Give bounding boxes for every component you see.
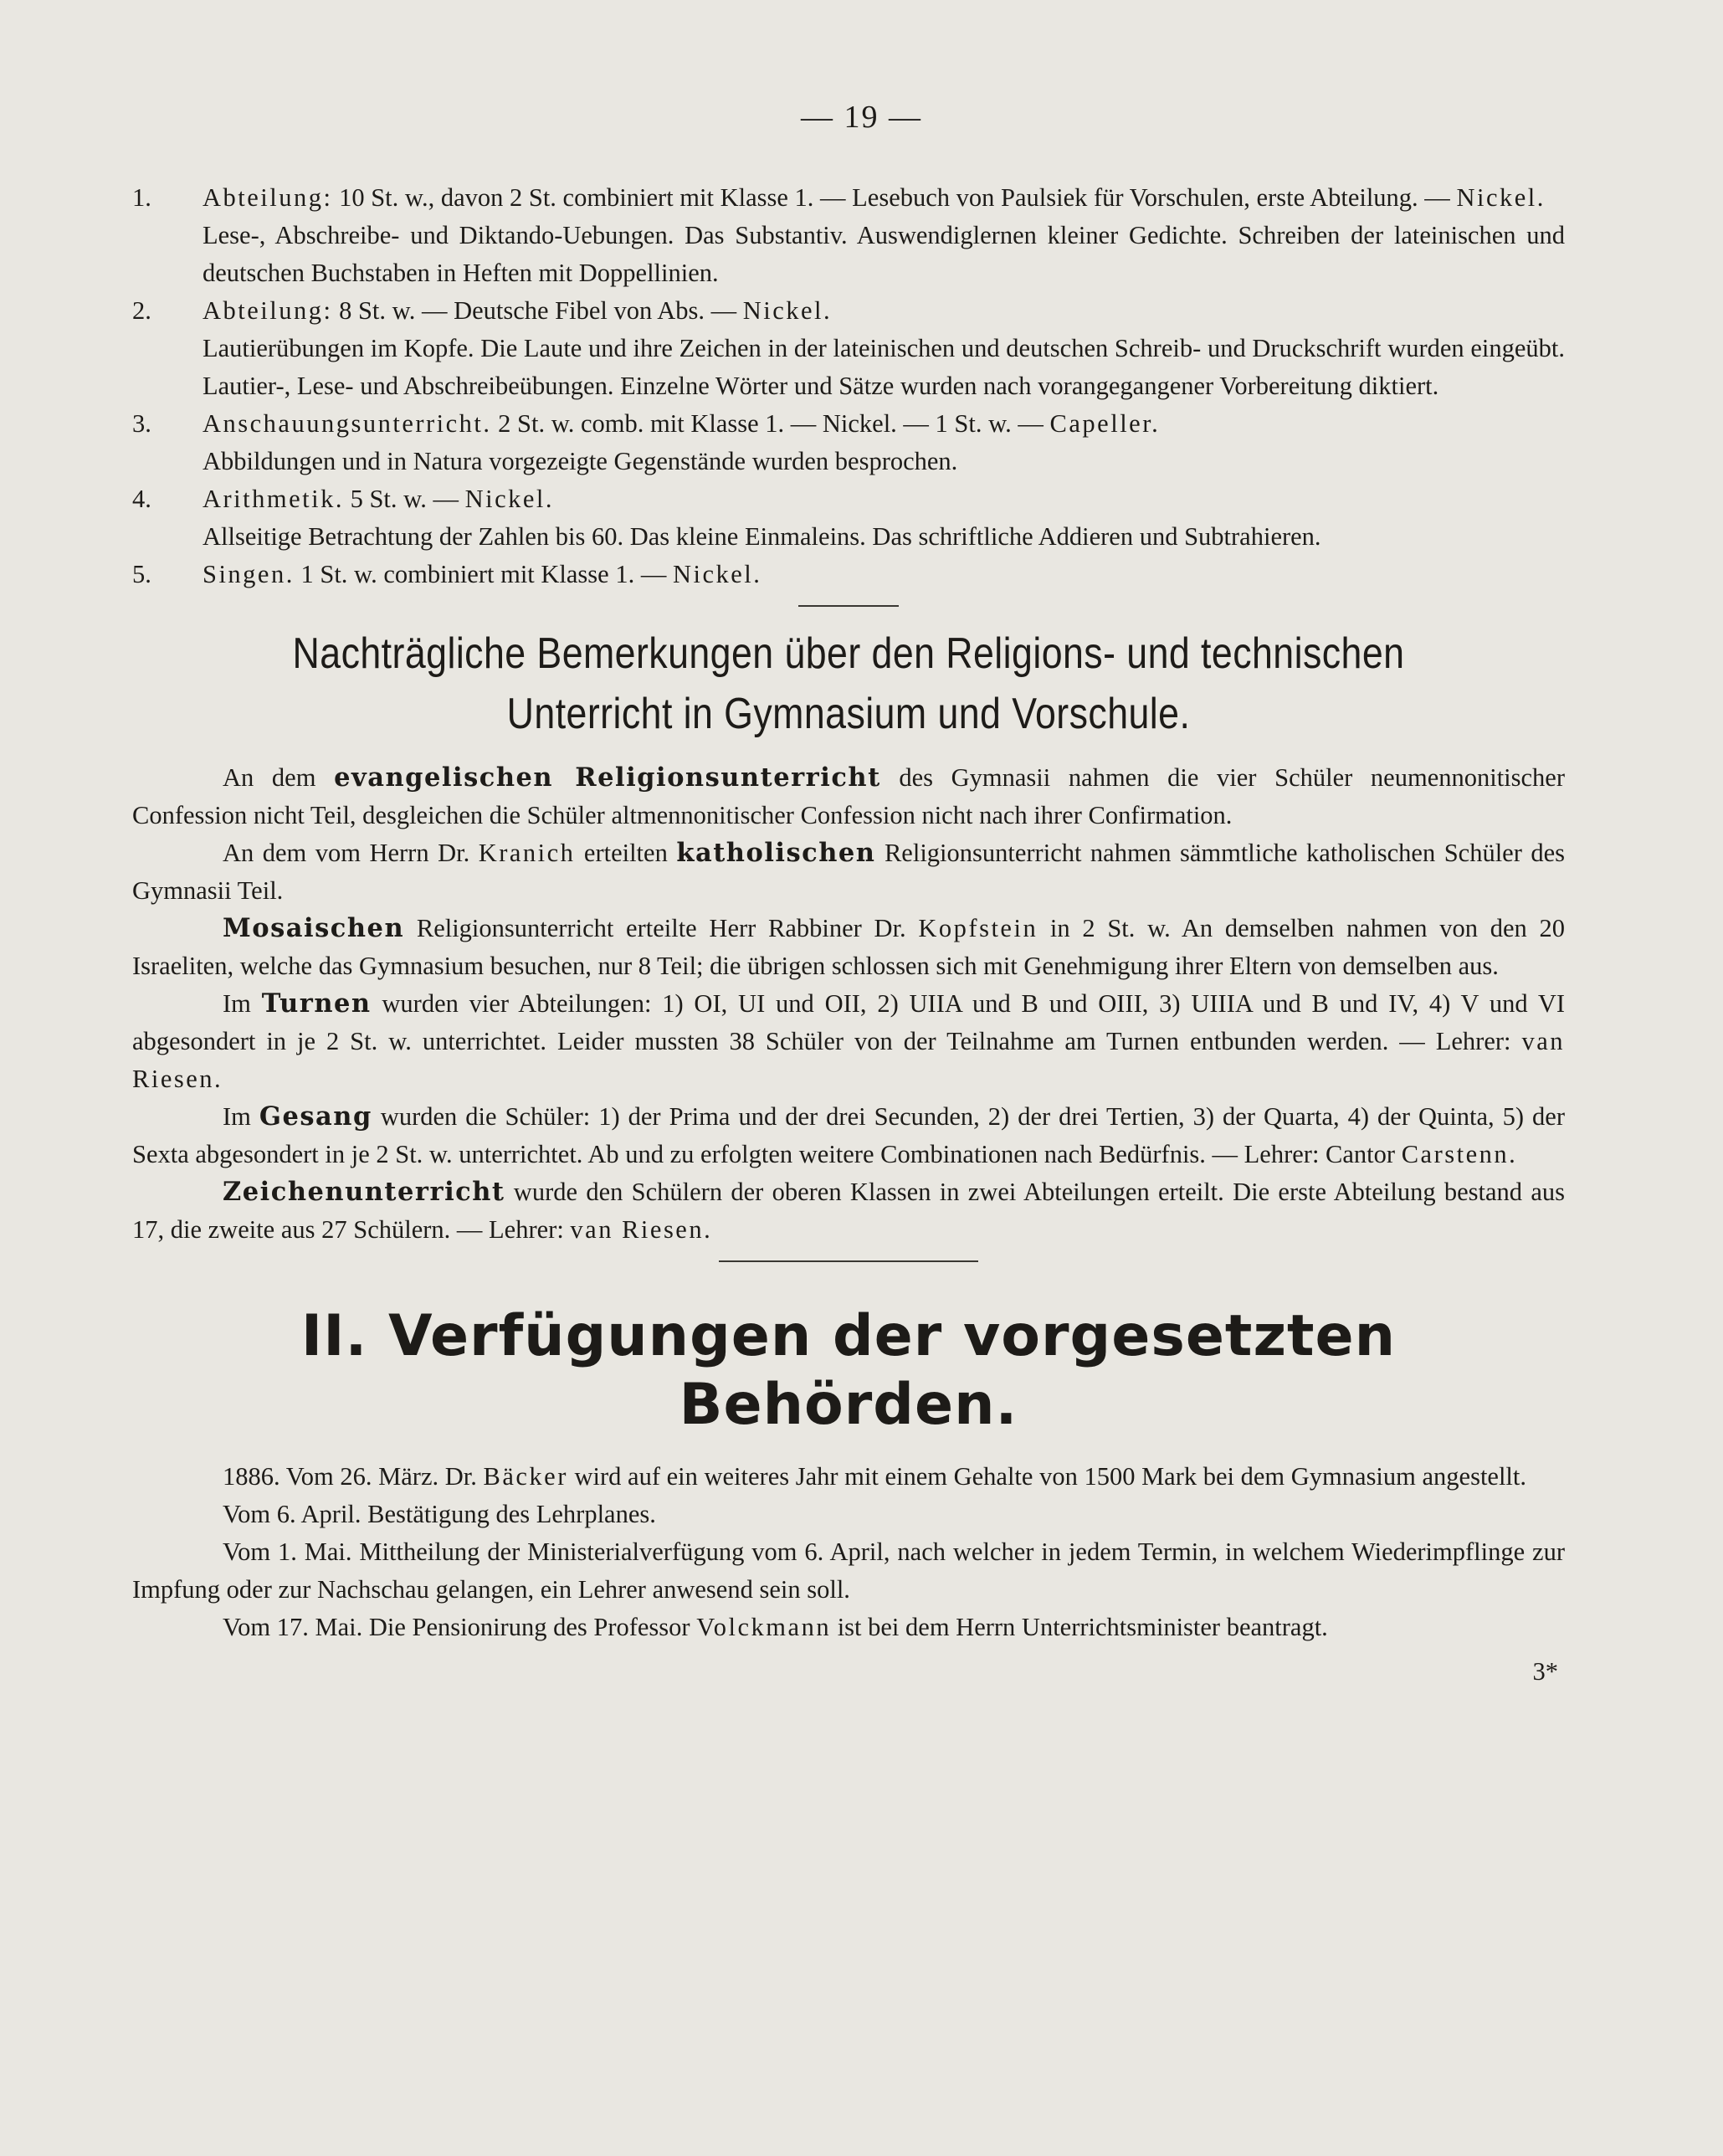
decree-item: Vom 1. Mai. Mittheilung der Ministerialverfügung vom 6. April, nach welcher in jedem Termin, in welchem Wiederimpflinge zur Impfung oder zur Nachschau gelangen, ein Lehrer anwesend sein soll. bbox=[132, 1537, 1565, 1604]
list-item: 5. Singen. 1 St. w. combiniert mit Klasse 1. — Nickel. bbox=[132, 560, 762, 588]
paragraph-mosaic: Mosaischen Religionsunterricht erteilte Herr Rabbiner Dr. Kopfstein in 2 St. w. An demselben nahmen von den 20 Israeliten, welche das Gymnasium besuchen, nur 8 Teil; die übrigen schlossen sich mit Genehmigung ihrer Eltern von demselben aus. bbox=[132, 913, 1565, 980]
paragraph-evangelical: An dem evangelischen Religionsunterricht des Gymnasii nahmen die vier Schüler neumennonitischer Confession nicht Teil, desgleichen die Schüler altmennonitischer Confession nicht nach ihrer Confirmation. bbox=[132, 762, 1566, 829]
list-item-description: Allseitige Betrachtung der Zahlen bis 60. Das kleine Einmaleins. Das schriftliche Addieren und Subtrahieren. bbox=[203, 522, 1321, 551]
list-item: 2. Abteilung: 8 St. w. — Deutsche Fibel von Abs. — Nickel. bbox=[132, 296, 833, 325]
main-heading: II. Verfügungen der vorgesetzten Behörden. bbox=[300, 1303, 1397, 1438]
decree-item: Vom 6. April. Bestätigung des Lehrplanes. bbox=[223, 1500, 656, 1528]
section-heading: Nachträgliche Bemerkungen über den Religions- und technischen Unterricht in Gymnasium und Vorschule. bbox=[292, 629, 1405, 738]
list-item: 3. Anschauungsunterricht. 2 St. w. comb. mit Klasse 1. — Nickel. — 1 St. w. — Capeller. bbox=[132, 409, 1161, 438]
page-number: — 19 — bbox=[801, 100, 922, 135]
paragraph-drawing: Zeichenunterricht wurde den Schülern der oberen Klassen in zwei Abteilungen erteilt. Die erste Abteilung bestand aus 17, die zweite aus 27 Schülern. — Lehrer: van Riesen. bbox=[132, 1177, 1565, 1244]
list-item: 4. Arithmetik. 5 St. w. — Nickel. bbox=[132, 485, 555, 513]
decree-item: Vom 17. Mai. Die Pensionirung des Professor Volckmann ist bei dem Herrn Unterrichtsminister beantragt. bbox=[223, 1613, 1328, 1641]
list-item: 1. Abteilung: 10 St. w., davon 2 St. combiniert mit Klasse 1. — Lesebuch von Paulsiek für Vorschulen, erste Abteilung. — Nickel. bbox=[132, 183, 1546, 212]
signature-mark: 3* bbox=[1532, 1657, 1558, 1686]
paragraph-singing: Im Gesang wurden die Schüler: 1) der Prima und der drei Secunden, 2) der drei Tertien, 3) der Quarta, 4) der Quinta, 5) der Sexta abgesondert in je 2 St. w. unterrichtet. Ab und zu erfolgten weitere Combinationen nach Bedürfnis. — Lehrer: Cantor Carstenn. bbox=[132, 1101, 1565, 1168]
section-divider bbox=[719, 1260, 978, 1262]
page-content bbox=[132, 179, 1565, 1691]
paragraph-gymnastics: Im Turnen wurden vier Abteilungen: 1) OI, UI und OII, 2) UIIA und B und OIII, 3) UIIIA und B und IV, 4) V und VI abgesondert in je 2 St. w. unterrichtet. Leider mussten 38 Schüler von der Teilnahme am Turnen entbunden werden. — Lehrer: van Riesen. bbox=[132, 988, 1566, 1093]
paragraph-catholic: An dem vom Herrn Dr. Kranich erteilten katholischen Religionsunterricht nahmen sämmtliche katholischen Schüler des Gymnasii Teil. bbox=[132, 838, 1565, 905]
section-divider bbox=[798, 605, 899, 607]
list-item-description: Lautierübungen im Kopfe. Die Laute und ihre Zeichen in der lateinischen und deutschen Schreib- und Druckschrift wurden eingeübt. Lautier-, Lese- und Abschreibeübungen. Einzelne Wörter und Sätze wurden nach vorangegangener Vorbereitung diktiert. bbox=[203, 334, 1565, 400]
list-item-description: Abbildungen und in Natura vorgezeigte Gegenstände wurden besprochen. bbox=[203, 447, 958, 475]
list-item-description: Lese-, Abschreibe- und Diktando-Uebungen. Das Substantiv. Auswendiglernen kleiner Gedichte. Schreiben der lateinischen und deutschen Buchstaben in Heften mit Doppellinien. bbox=[203, 221, 1565, 287]
decree-item: 1886. Vom 26. März. Dr. Bäcker wird auf ein weiteres Jahr mit einem Gehalte von 1500 Mark bei dem Gymnasium angestellt. bbox=[223, 1462, 1527, 1491]
